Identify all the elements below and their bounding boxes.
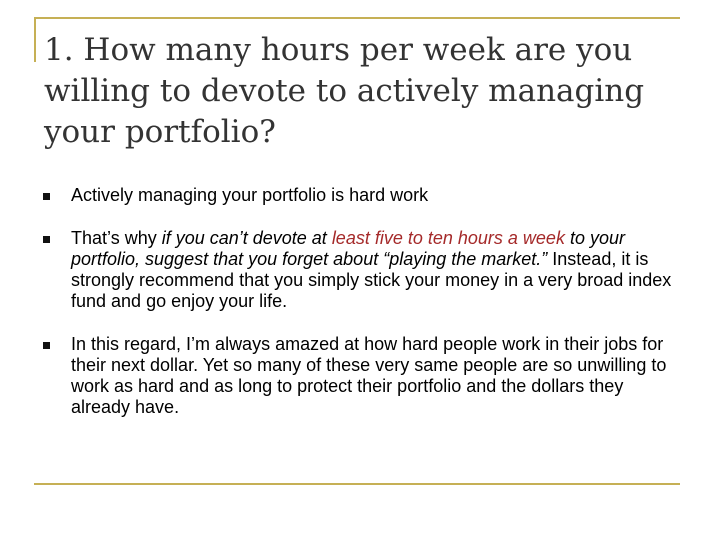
top-accent-rule — [34, 17, 680, 19]
square-bullet-icon — [43, 193, 50, 200]
bullet-list — [42, 185, 687, 440]
square-bullet-icon — [43, 342, 50, 349]
bullet-2-italic-end: to your portfolio, suggest that you forget about “playing the market.” — [71, 228, 625, 269]
bullet-item-3 — [42, 334, 687, 418]
bullet-2-tail: Instead, it is strongly recommend that you simply stick your money in a very broad index fund and go enjoy your life. — [71, 249, 672, 311]
bullet-text-3: In this regard, I’m always amazed at how hard people work in their jobs for their next dollar. Yet so many of these very same people are so unwilling to work as hard and as long to protect their portfolio and the dollars they already have. — [71, 334, 667, 417]
bullet-item-2 — [42, 228, 687, 312]
slide-title: 1. How many hours per week are you willing to devote to actively managing your portfolio? — [44, 32, 645, 150]
bullet-item-1 — [42, 185, 687, 206]
bullet-2-highlight: least five to ten hours a week — [331, 228, 565, 248]
left-accent-rule — [34, 17, 36, 62]
square-bullet-icon — [43, 236, 50, 243]
bullet-text-2 — [71, 228, 687, 312]
bottom-accent-rule — [34, 483, 680, 485]
bullet-text-1: Actively managing your portfolio is hard work — [71, 185, 429, 205]
bullet-2-lead: That’s why — [71, 228, 162, 248]
bullet-2-italic-start: if you can’t devote at — [161, 228, 332, 248]
